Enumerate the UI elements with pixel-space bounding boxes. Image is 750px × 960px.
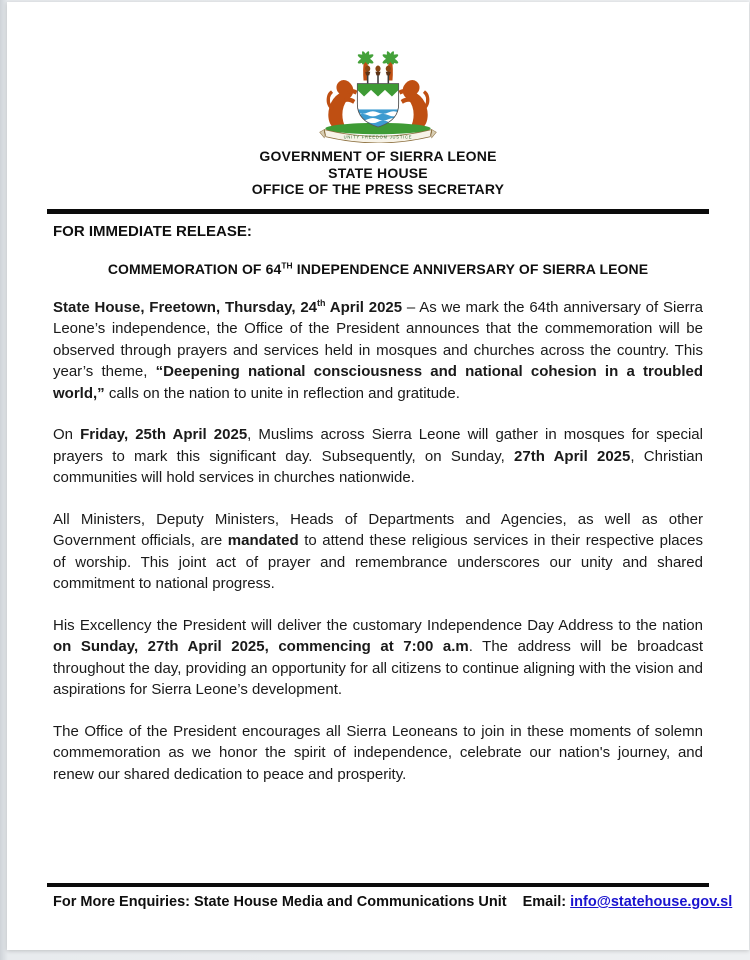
sierra-leone-coat-of-arms-icon — [316, 32, 440, 143]
footer — [7, 883, 749, 910]
top-divider — [47, 209, 709, 214]
dept-name: STATE HOUSE — [328, 164, 428, 181]
paragraph-3: All Ministers, Deputy Ministers, Heads of Departments and Agencies, as well as other Government officials, are mandated to attend these religious services in their respective places of worship. This joint act of prayer and remembrance underscores our unity and shared commitment to national progress. — [53, 510, 703, 592]
lion-right-icon — [399, 80, 430, 130]
paragraph-5: The Office of the President encourages all Sierra Leoneans to join in these moments of solemn commemoration as we honor the spirit of independence, celebrate our nation's journey, and renew our shared dedication to peace and prosperity. — [53, 722, 703, 783]
org-name: GOVERNMENT OF SIERRA LEONE — [259, 148, 497, 164]
press-release-page — [7, 2, 749, 950]
palm-tree-right-icon — [382, 50, 400, 80]
enquiries-text: For More Enquiries: State House Media and Communications Unit — [53, 894, 507, 910]
document-body — [53, 297, 703, 786]
email-link[interactable]: info@statehouse.gov.sl — [570, 894, 733, 910]
lion-left-icon — [327, 80, 358, 130]
motto-text: UNITY FREEDOM JUSTICE — [343, 134, 413, 140]
letterhead — [7, 2, 749, 198]
document-title: COMMEMORATION OF 64TH INDEPENDENCE ANNIVERSARY OF SIERRA LEONE — [107, 259, 649, 277]
footer-contact-line — [53, 894, 733, 910]
paragraph-2: On Friday, 25th April 2025, Muslims across Sierra Leone will gather in mosques for special prayers to mark this significant day. Subsequently, on Sunday, 27th April 2025, Christian communities will hold services in churches nationwide. — [53, 426, 703, 486]
palm-tree-left-icon — [357, 50, 375, 80]
office-name: OFFICE OF THE PRESS SECRETARY — [251, 181, 505, 197]
footer-divider — [47, 883, 709, 887]
paragraph-1: State House, Freetown, Thursday, 24th April 2025 – As we mark the 64th anniversary of Sierra Leone’s independence, the Office of the President announces that the commemoration will be observed through prayers and services held in mosques and churches across the country. This year’s theme, “Deepening national consciousness and national cohesion in a troubled world,” calls on the nation to unite in reflection and gratitude. — [53, 297, 703, 402]
release-label: FOR IMMEDIATE RELEASE: — [53, 222, 252, 240]
email-label: Email: — [522, 894, 567, 910]
paragraph-4: His Excellency the President will deliver the customary Independence Day Address to the nation on Sunday, 27th April 2025, commencing at 7:00 a.m. The address will be broadcast throughout the day, providing an opportunity for all citizens to continue aligning with the vision and aspirations for Sierra Leone’s development. — [53, 616, 703, 698]
